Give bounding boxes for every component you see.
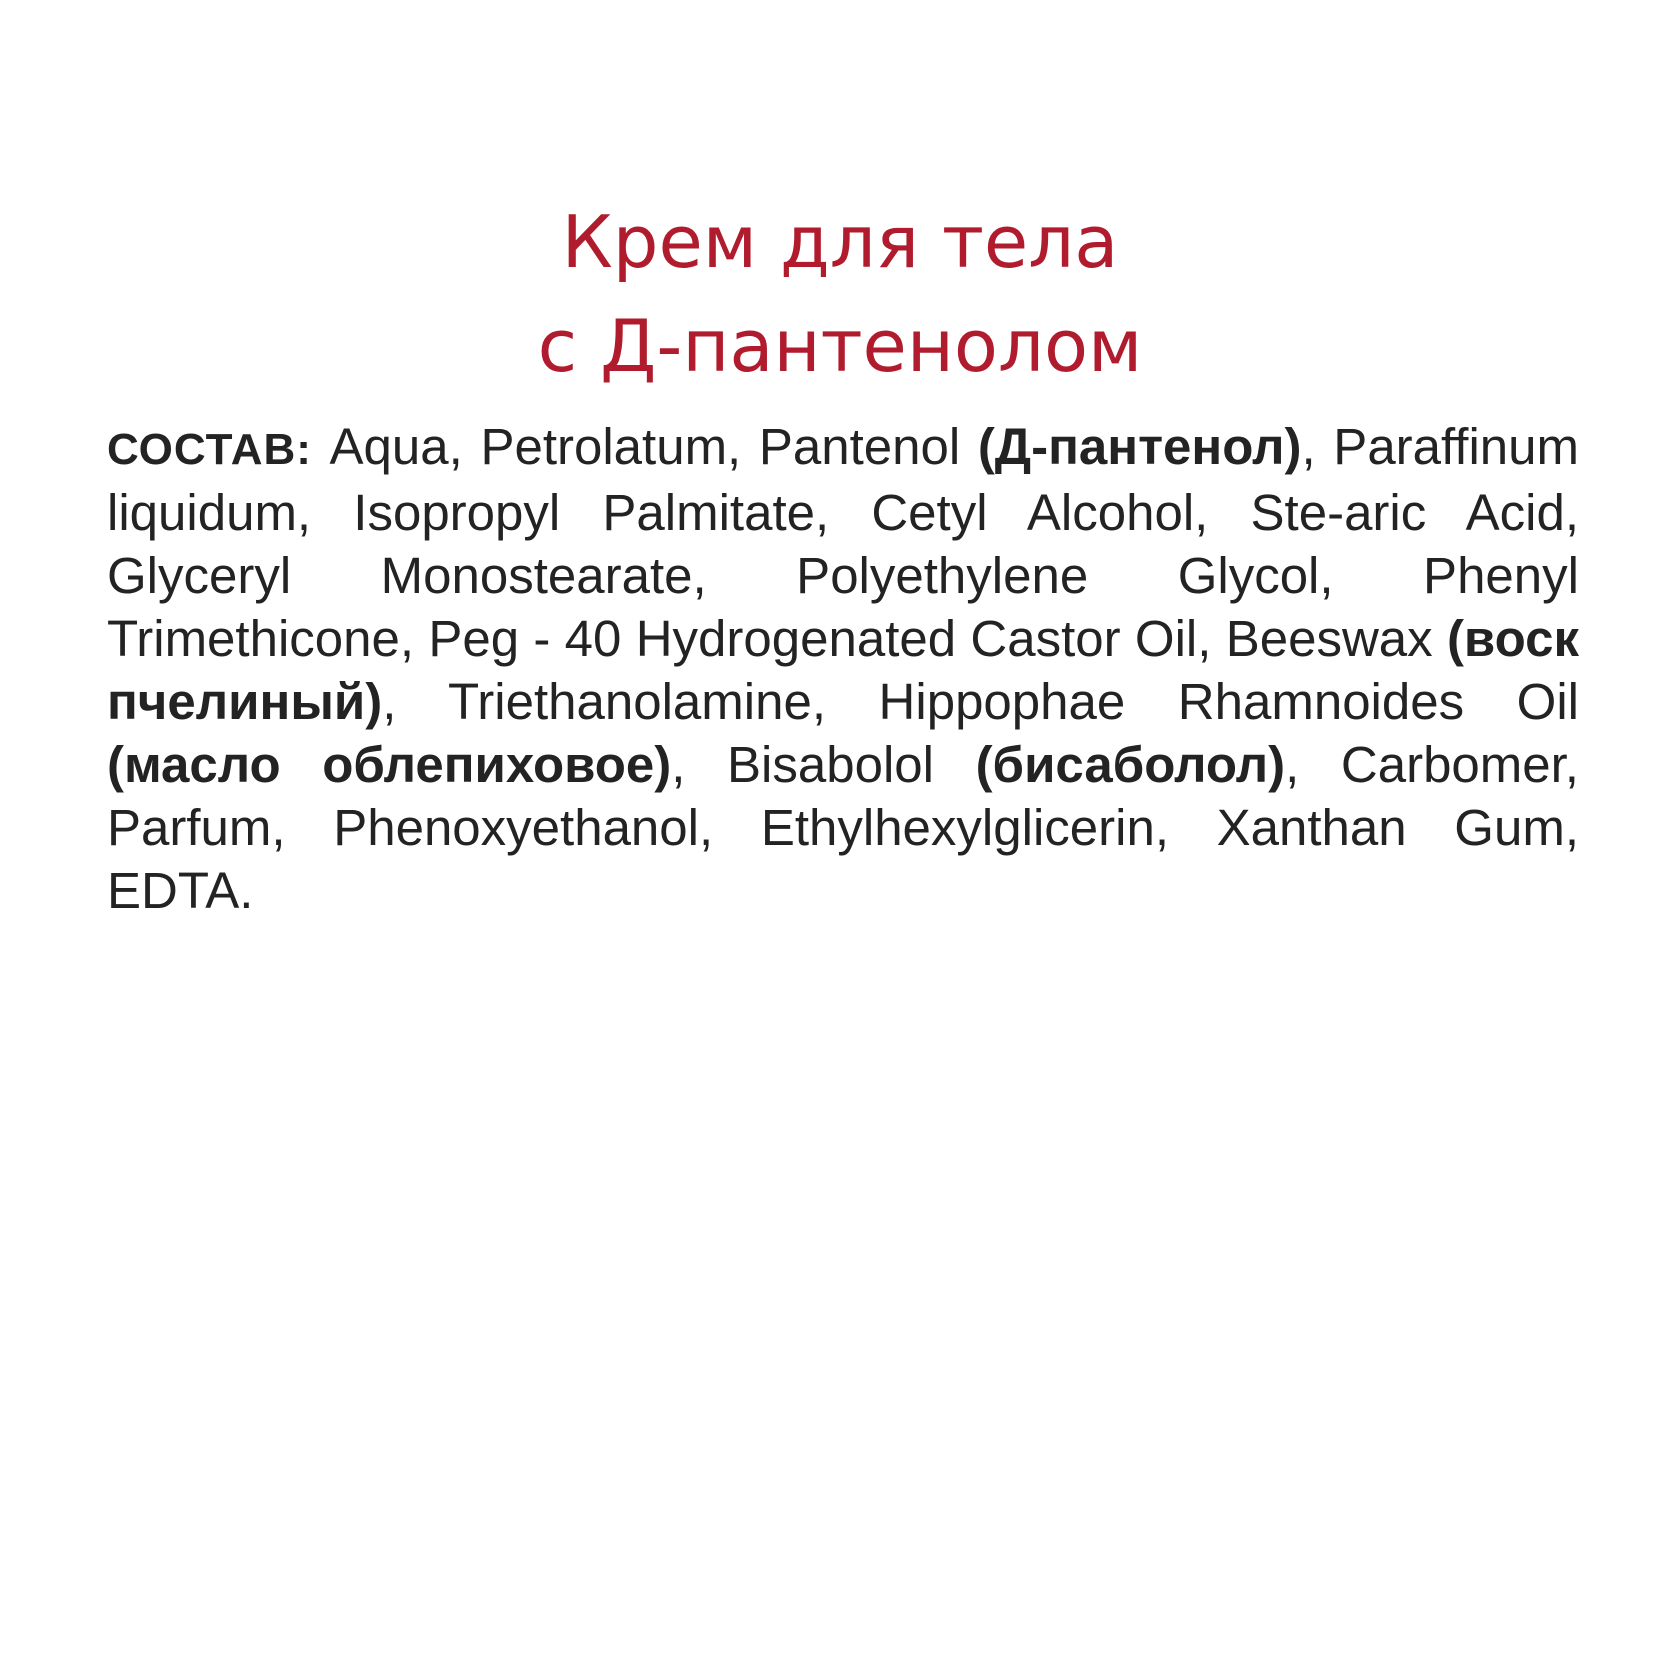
ingredient-translation: (бисаболол) bbox=[975, 736, 1286, 793]
ingredients-paragraph bbox=[107, 415, 1579, 922]
ingredient-translation: (масло облепиховое) bbox=[107, 736, 672, 793]
ingredients-segment: , Bisabolol bbox=[671, 736, 976, 793]
product-title-line-2: с Д-пантенолом bbox=[537, 304, 1143, 388]
ingredient-translation: (Д-пантенол) bbox=[977, 418, 1302, 475]
ingredients-segment: Aqua, Petrolatum, Pantenol bbox=[311, 418, 978, 475]
ingredients-label: СОСТАВ: bbox=[107, 425, 312, 474]
ingredient-translation: (воск пчелиный) bbox=[107, 610, 1579, 730]
product-title-line-1: Крем для тела bbox=[561, 200, 1119, 284]
ingredients-segment: , Carbomer, Parfum, Phenoxyethanol, Ethylhexylglicerin, Xanthan Gum, EDTA. bbox=[107, 736, 1579, 919]
product-title bbox=[0, 190, 1680, 398]
ingredients-segment: , Paraffinum liquidum, Isopropyl Palmitate, Cetyl Alcohol, Ste-aric Acid, Glyceryl Monostearate, Polyethylene Glycol, Phenyl Trimethicone, Peg - 40 Hydrogenated Castor Oil, Beeswax bbox=[107, 418, 1579, 667]
ingredients-segment: , Triethanolamine, Hippophae Rhamnoides Oil bbox=[382, 673, 1579, 730]
